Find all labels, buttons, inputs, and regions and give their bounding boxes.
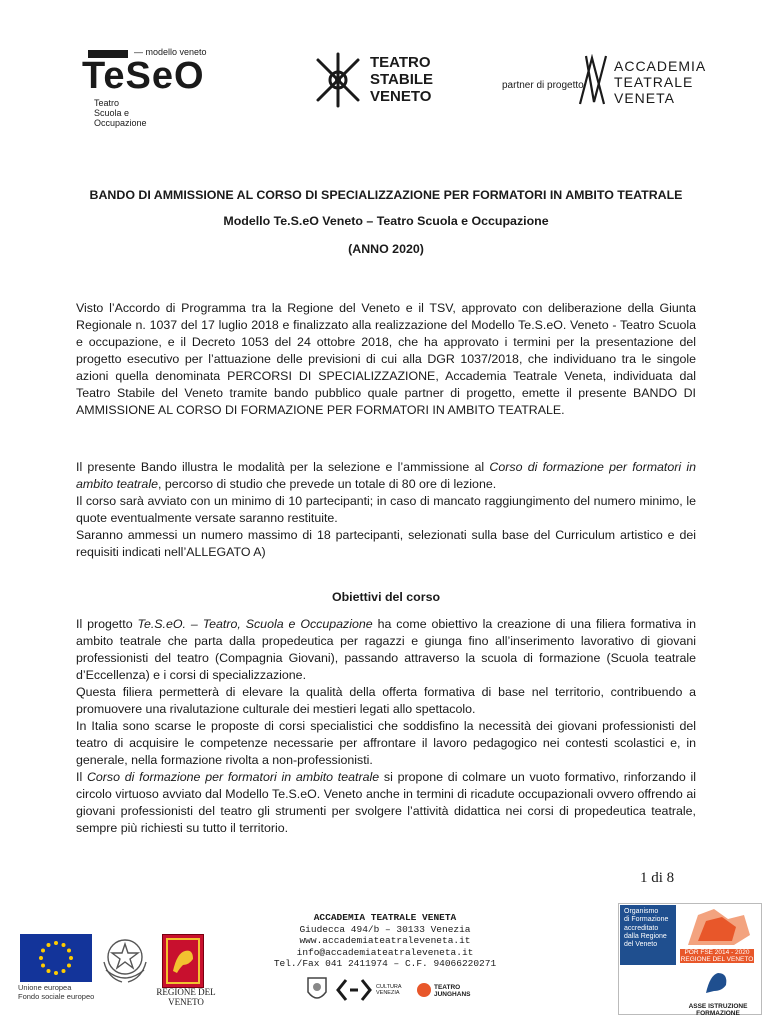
intro-minimum-paragraph: Il corso sarà avviato con un minimo di 10 partecipanti; in caso di mancato raggiungimento del numero minimo, le quote eventualmente versate saranno restituite.	[76, 494, 696, 525]
por-asse-caption: ASSE ISTRUZIONE FORMAZIONE	[688, 1003, 748, 1017]
eu-star	[41, 964, 45, 968]
por-fse-logo	[678, 905, 758, 1017]
eu-star	[54, 941, 58, 945]
por-fse-band: POR FSE 2014 - 2020 REGIONE DEL VENETO	[680, 949, 754, 963]
intro-paragraph: Visto l’Accordo di Programma tra la Regione del Veneto e il TSV, approvato con deliberazione della Giunta Regionale n. 1037 del 17 luglio 2018 e finalizzato alla realizzazione del Modello Te.S.eO. Veneto - Teatro Scuola e occupazione, e il Decreto 1053 del 24 ottobre 2018, che ha approvato i termini per la presentazione del progetto esecutivo per l’attuazione delle previsioni di cui alla DGR 1037/2018, che individuano tra le singole azioni quella denominata PERCORSI DI SPECIALIZZAZIONE, Accademia Teatrale Veneta, individuata dal Teatro Stabile del Veneto tramite bando pubblico quale partner di progetto, emette il presente BANDO DI AMMISSIONE AL CORSO DI FORMAZIONE PER FORMATORI IN AMBITO TEATRALE.	[76, 301, 696, 417]
por-lion-icon	[684, 905, 754, 949]
address-email: info@accademiateatraleveneta.it	[296, 946, 474, 958]
accademia-teatrale-veneta-logo	[502, 52, 707, 112]
teseo-logo-subtitle: — modello veneto	[134, 47, 207, 57]
objectives-paragraph-3: In Italia sono scarse le proposte di corsi specialistici che soddisfino la necessità dei giovani professionisti del teatro di acquisire le competenze necessarie per affrontare il lavoro pedagogico nei contesti scolastici e, in generale, nella formazione rivolta a non-professionisti.	[76, 719, 696, 767]
eu-star	[62, 969, 66, 973]
intro-details	[76, 459, 696, 561]
eu-star	[54, 971, 58, 975]
teseo-logo-word: TeSeO	[82, 55, 205, 97]
teseo-logo-tagline: Teatro Scuola e Occupazione	[94, 98, 147, 128]
document-title: BANDO DI AMMISSIONE AL CORSO DI SPECIALIZZAZIONE PER FORMATORI IN AMBITO TEATRALE	[89, 188, 683, 202]
eu-flag-icon	[20, 934, 92, 982]
footer-address	[270, 912, 500, 970]
teatro-junghans-label: TEATRO JUNGHANS	[434, 984, 471, 998]
document-subtitle: Modello Te.S.eO Veneto – Teatro Scuola e Occupazione	[223, 214, 549, 228]
document-year: (ANNO 2020)	[348, 242, 424, 256]
intro-maximum-paragraph: Saranno ammessi un numero massimo di 18 partecipanti, selezionati sulla base del Curriculum artistico e dei requisiti indicati nell’ALLEGATO A)	[76, 528, 696, 559]
address-website: www.accademiateatraleveneta.it	[299, 935, 471, 946]
atv-monogram-icon	[578, 54, 608, 106]
eu-caption: Unione europea Fondo sociale europeo	[18, 983, 95, 1001]
accredited-organism-box: Organismo di Formazione accreditato dalla Regione del Veneto	[620, 905, 676, 965]
regione-veneto-mark-icon	[702, 969, 732, 997]
teatro-stabile-veneto-logo	[312, 50, 452, 112]
objectives-paragraph-2: Questa filiera permetterà di elevare la qualità della offerta formativa di base nel territorio, contribuendo a promuovere una rivalutazione culturale dei mestieri legati allo spettacolo.	[76, 685, 696, 716]
italian-republic-emblem-icon	[100, 930, 150, 988]
teseo-logo	[82, 44, 232, 128]
cultura-venezia-icon	[336, 978, 372, 1002]
partner-label: partner di progetto	[502, 80, 584, 91]
objectives-heading: Obiettivi del corso	[331, 590, 441, 604]
address-organization: ACCADEMIA TEATRALE VENETA	[313, 912, 457, 923]
tsv-figure-icon	[312, 52, 364, 108]
address-phone: Tel./Fax 041 2411974 – C.F. 94066220271	[273, 958, 497, 969]
objectives-paragraph-4: Il Corso di formazione per formatori in ambito teatrale si propone di colmare un vuoto formativo, rinforzando il circolo virtuoso avviato dal Modello Te.S.eO. Veneto anche in termini di ricadute occupazionali ovvero offrendo ai giovani professionisti del teatro gli strumenti per svolgere l’attività didattica nei corsi di propedeutica teatrale, sempre più richiesti su tutto il territorio.	[76, 770, 696, 835]
tsv-logo-text: TEATRO STABILE VENETO	[370, 54, 434, 105]
sponsor-logos	[298, 972, 498, 1012]
eu-star	[69, 956, 73, 960]
cultura-venezia-label: CULTURA VENEZIA	[376, 984, 402, 996]
eu-star	[47, 943, 51, 947]
eu-star	[67, 949, 71, 953]
regione-veneto-label: REGIONE DEL VENETO	[156, 987, 216, 1007]
eu-star	[39, 956, 43, 960]
address-street: Giudecca 494/b – 30133 Venezia	[299, 923, 471, 935]
venice-crest-icon	[306, 976, 328, 1004]
eu-star	[67, 964, 71, 968]
eu-star	[62, 943, 66, 947]
eu-star	[47, 969, 51, 973]
intro-bando-paragraph: Il presente Bando illustra le modalità per la selezione e l’ammissione al Corso di formazione per formatori in ambito teatrale, percorso di studio che prevede un totale di 80 ore di lezione.	[76, 460, 697, 491]
objectives-paragraph-1: Il progetto Te.S.eO. – Teatro, Scuola e Occupazione ha come obiettivo la creazione di una filiera formativa in ambito teatrale che parta dalla propedeutica per ragazzi e giunga fino all’inserimento lavorativo di giovani professionisti del teatro (Compagnia Giovani), passando attraverso la scuola di formazione (Scuola teatrale d’Eccellenza) e i corsi di specializzazione.	[76, 617, 696, 682]
regione-veneto-lion-icon	[162, 934, 204, 988]
eu-stars	[20, 934, 92, 982]
eu-star	[41, 949, 45, 953]
junghans-icon	[416, 982, 432, 998]
atv-logo-text: ACCADEMIA TEATRALE VENETA	[614, 58, 707, 106]
objectives-body	[76, 616, 696, 837]
page-number: 1 di 8	[640, 870, 675, 886]
